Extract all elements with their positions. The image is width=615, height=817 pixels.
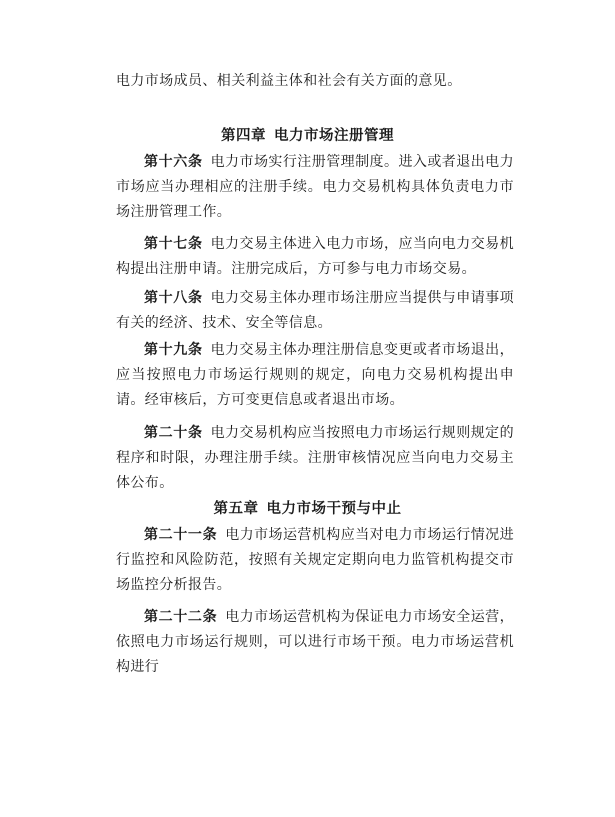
article-text: 电力市场运营机构为保证电力市场安全运营，依照电力市场运行规则，可以进行市场干预。电力市场运营机构进行: [116, 609, 515, 675]
article-paragraph: [116, 286, 514, 336]
article-text: 电力交易主体办理注册信息变更或者市场退出，应当按照电力市场运行规则的规定，向电力交易机构提出申请。经审核后，方可变更信息或者退出市场。: [116, 342, 514, 408]
article-text: 电力交易主体办理市场注册应当提供与申请事项有关的经济、技术、安全等信息。: [116, 290, 514, 331]
article-text: 电力交易机构应当按照电力市场运行规则规定的程序和时限，办理注册手续。注册审核情况应当向电力交易主体公布。: [116, 425, 514, 491]
chapter-title-text: 电力市场注册管理: [274, 128, 394, 144]
article-number: 第十六条: [144, 154, 203, 170]
article-number: 第十九条: [144, 342, 203, 358]
article-text: 电力市场运营机构应当对电力市场运行情况进行监控和风险防范，按照有关规定定期向电力监管机构提交市场监控分析报告。: [116, 527, 515, 593]
chapter-heading: [0, 499, 615, 519]
article-paragraph: [116, 338, 514, 413]
article-paragraph: [116, 421, 514, 496]
article-paragraph: [116, 523, 514, 598]
article-number: 第二十条: [144, 425, 203, 441]
chapter-title-text: 电力市场干预与中止: [266, 501, 402, 517]
article-text: 电力交易主体进入电力市场，应当向电力交易机构提出注册申请。注册完成后，方可参与电力市场交易。: [116, 236, 514, 277]
article-number: 第十七条: [144, 236, 203, 252]
article-paragraph: [116, 232, 514, 282]
article-paragraph: [116, 150, 514, 225]
article-number: 第二十一条: [144, 527, 218, 543]
chapter-number: 第五章: [213, 501, 259, 517]
continuation-paragraph: [116, 69, 514, 94]
article-number: 第十八条: [144, 290, 203, 306]
article-number: 第二十二条: [144, 609, 218, 625]
article-paragraph: [116, 605, 514, 680]
chapter-heading: [0, 126, 615, 146]
article-text: 电力市场实行注册管理制度。进入或者退出电力市场应当办理相应的注册手续。电力交易机构具体负责电力市场注册管理工作。: [116, 154, 514, 220]
paragraph-text: 电力市场成员、相关利益主体和社会有关方面的意见。: [116, 73, 462, 89]
chapter-number: 第四章: [221, 128, 266, 144]
